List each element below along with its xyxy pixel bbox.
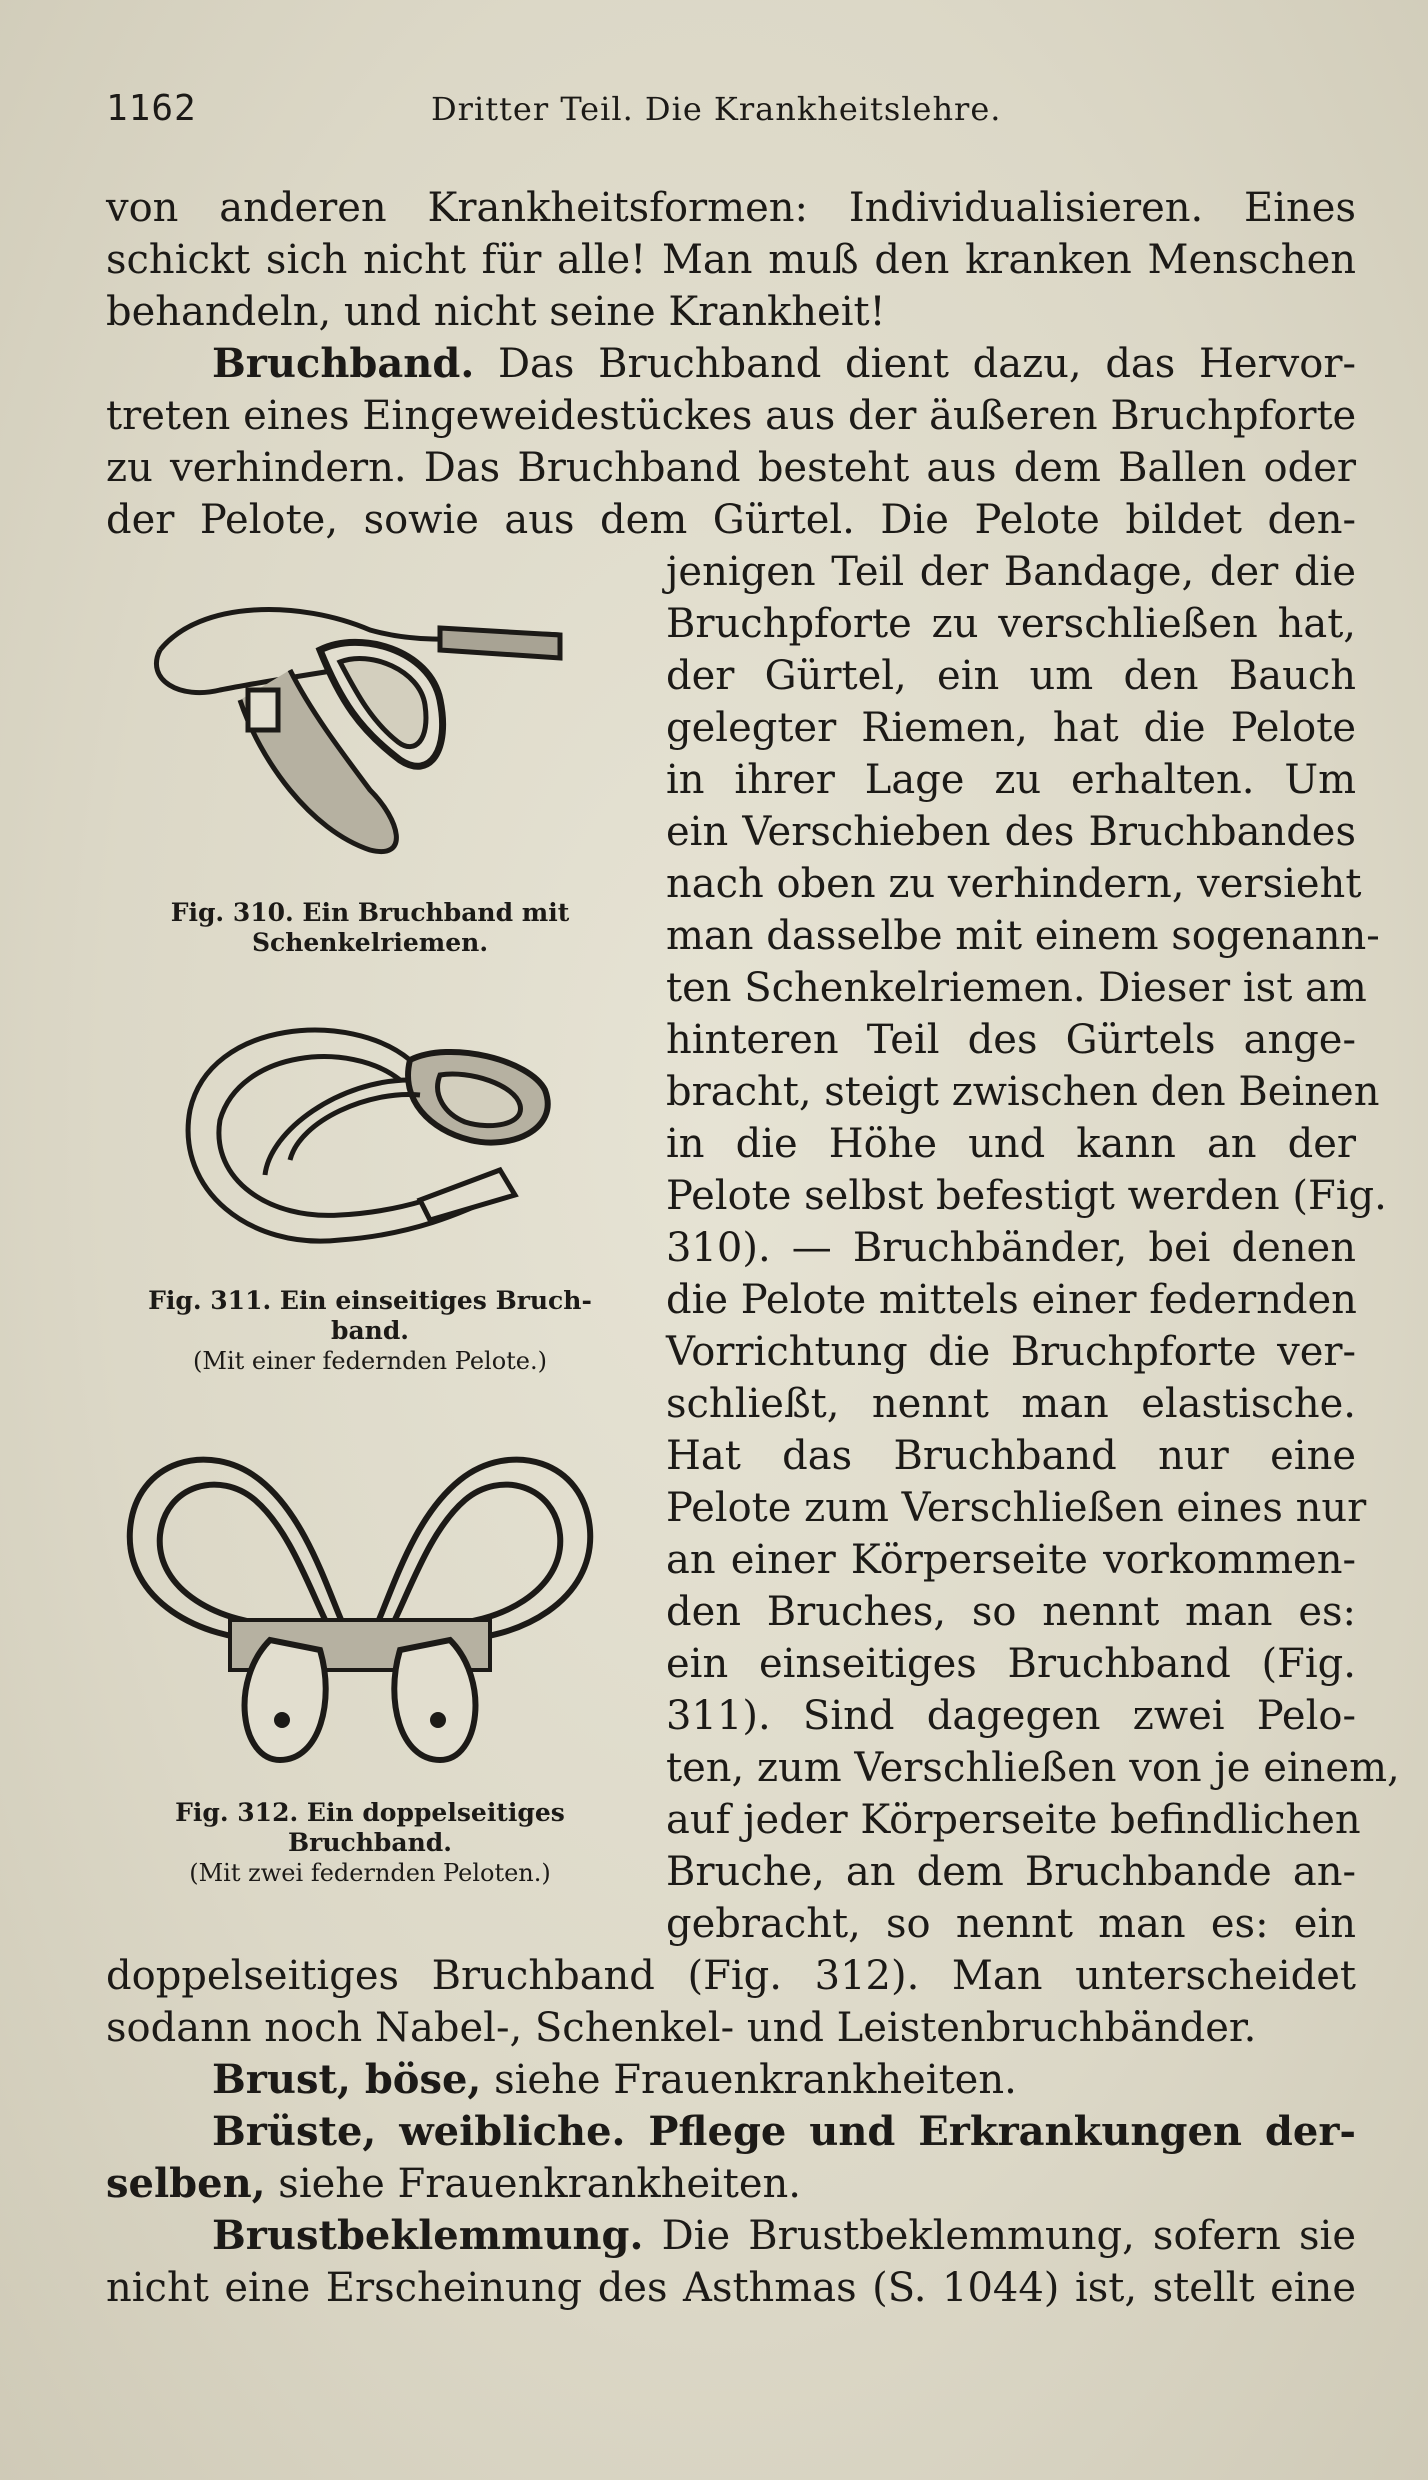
caption-title: Schenkelriemen. [251, 928, 489, 957]
text-line: schließt, nennt man elastische. [666, 1381, 1356, 1427]
bruchband-entry-first-line [106, 338, 1356, 390]
figure-312-double-sided-truss [120, 1440, 600, 1780]
entry-text: siehe Frauenkrankheiten. [265, 2161, 802, 2207]
text-line: von anderen Krankheitsformen: Individualisieren. Eines [106, 185, 1356, 231]
figure-311-one-sided-truss [170, 1000, 570, 1270]
entry-term-brust-boese: Brust, böse, [212, 2056, 482, 2103]
text-line: Vorrichtung die Bruchpforte ver- [666, 1329, 1356, 1375]
text-line: behandeln, und nicht seine Krankheit! [106, 289, 886, 335]
text-line: 310). — Bruchbänder, bei denen [666, 1225, 1356, 1271]
brust-boese-entry [106, 2054, 1356, 2106]
page-header [106, 88, 1356, 138]
running-head: Dritter Teil. Die Krankheitslehre. [431, 90, 1002, 128]
intro-paragraph [106, 182, 1356, 546]
text-line: Bruchpforte zu verschließen hat, [666, 601, 1356, 647]
closing-paragraphs [106, 1950, 1356, 2314]
entry-text: Das Bruchband dient dazu, das Hervor- [474, 341, 1356, 387]
text-line: zu verhindern. Das Bruchband besteht aus dem Ballen oder [106, 445, 1356, 491]
entry-term-bruchband: Bruchband. [212, 340, 475, 387]
text-line: Pelote zum Verschließen eines nur [666, 1485, 1367, 1531]
caption-title: Fig. 310. Ein Bruchband mit [170, 898, 570, 927]
figure-311-caption [100, 1286, 640, 1376]
brueste-entry-first-line [106, 2106, 1356, 2158]
text-line: schickt sich nicht für alle! Man muß den kranken Menschen [106, 237, 1356, 283]
text-line: man dasselbe mit einem sogenann- [666, 913, 1380, 959]
figure-310-caption [100, 898, 640, 958]
truss-illustration-312 [120, 1440, 600, 1780]
text-line: sodann noch Nabel-, Schenkel- und Leistenbruchbänder. [106, 2005, 1257, 2051]
brueste-entry-second-line [106, 2158, 1356, 2210]
caption-title: Fig. 311. Ein einseitiges Bruch- [148, 1286, 592, 1315]
caption-title: band. [330, 1316, 410, 1345]
brustbeklemmung-entry-first-line [106, 2210, 1356, 2262]
text-line: ten Schenkelriemen. Dieser ist am [666, 965, 1367, 1011]
truss-illustration-310 [140, 590, 580, 870]
entry-term-brustbeklemmung: Brustbeklemmung. [212, 2212, 644, 2259]
text-line: bracht, steigt zwischen den Beinen [666, 1069, 1380, 1115]
text-line: nach oben zu verhindern, versieht [666, 861, 1362, 907]
entry-text: Die Brustbeklemmung, sofern sie [643, 2213, 1356, 2259]
text-line: ten, zum Verschließen von je einem, [666, 1745, 1400, 1791]
text-line: gelegter Riemen, hat die Pelote [666, 705, 1356, 751]
text-line: die Pelote mittels einer federnden [666, 1277, 1357, 1323]
text-line: Hat das Bruchband nur eine [666, 1433, 1356, 1479]
text-line: nicht eine Erscheinung des Asthmas (S. 1044) ist, stellt eine [106, 2265, 1356, 2311]
text-line: Bruche, an dem Bruchbande an- [666, 1849, 1356, 1895]
text-line: in ihrer Lage zu erhalten. Um [666, 757, 1356, 803]
figure-310-truss-with-thigh-strap [140, 590, 580, 870]
text-line: an einer Körperseite vorkommen- [666, 1537, 1356, 1583]
caption-subtitle: (Mit zwei federnden Peloten.) [189, 1859, 551, 1887]
page-number: 1162 [106, 88, 197, 129]
text-line: gebracht, so nennt man es: ein [666, 1901, 1356, 1947]
text-line: doppelseitiges Bruchband (Fig. 312). Man unterscheidet [106, 1953, 1356, 1999]
text-line: in die Höhe und kann an der [666, 1121, 1356, 1167]
caption-title: Fig. 312. Ein doppelseitiges [175, 1798, 565, 1827]
text-line: treten eines Eingeweidestückes aus der äußeren Bruchpforte [106, 393, 1357, 439]
text-line: der Gürtel, ein um den Bauch [666, 653, 1356, 699]
text-line: auf jeder Körperseite befindlichen [666, 1797, 1361, 1843]
entry-text: siehe Frauenkrankheiten. [481, 2057, 1017, 2103]
text-line: 311). Sind dagegen zwei Pelo- [666, 1693, 1356, 1739]
caption-subtitle: (Mit einer federnden Pelote.) [193, 1347, 547, 1375]
text-line: ein einseitiges Bruchband (Fig. [666, 1641, 1356, 1687]
right-text-column [666, 546, 1400, 1950]
figure-312-caption [100, 1798, 640, 1888]
caption-title: Bruchband. [288, 1828, 452, 1857]
text-line: jenigen Teil der Bandage, der die [666, 549, 1356, 595]
entry-term-brueste: Brüste, weibliche. Pflege und Erkrankungen der- [212, 2108, 1356, 2155]
text-line: ein Verschieben des Bruchbandes [666, 809, 1356, 855]
text-line: hinteren Teil des Gürtels ange- [666, 1017, 1356, 1063]
entry-term-brueste-cont: selben, [106, 2160, 266, 2207]
text-line: den Bruches, so nennt man es: [666, 1589, 1356, 1635]
text-line: Pelote selbst befestigt werden (Fig. [666, 1173, 1387, 1219]
truss-illustration-311 [170, 1000, 570, 1270]
text-line: der Pelote, sowie aus dem Gürtel. Die Pelote bildet den- [106, 497, 1356, 543]
